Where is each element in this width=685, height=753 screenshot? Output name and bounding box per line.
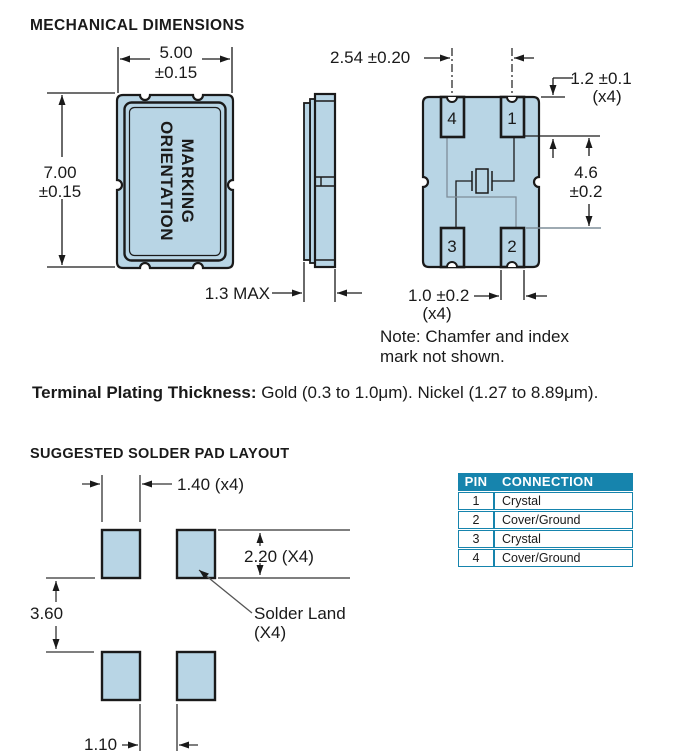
note-line2: mark not shown. bbox=[380, 347, 505, 366]
pad-3-number: 3 bbox=[447, 237, 457, 256]
pad-pitch-label: 2.54 ±0.20 bbox=[330, 48, 411, 67]
note-line1: Note: Chamfer and index bbox=[380, 327, 569, 346]
pin-cell: 4 bbox=[458, 549, 494, 567]
connection-column-header: CONNECTION bbox=[494, 473, 633, 491]
pad-width-qty-label: (x4) bbox=[422, 304, 452, 323]
side-view bbox=[304, 94, 335, 267]
side-thickness-label: 1.3 MAX bbox=[204, 284, 270, 303]
pad-1-number: 1 bbox=[507, 109, 517, 128]
land-bottom-right bbox=[177, 652, 215, 700]
solder-land-label-line1: Solder Land bbox=[254, 604, 346, 623]
land-top-left bbox=[102, 530, 140, 578]
land-vgap-label: 3.60 bbox=[30, 604, 64, 623]
pin-cell: 3 bbox=[458, 530, 494, 548]
table-header-row bbox=[458, 473, 633, 491]
inner-span-value-label: 4.6 bbox=[574, 163, 598, 182]
land-width-label: 1.40 (x4) bbox=[177, 475, 245, 494]
terminal-plating-label: Terminal Plating Thickness: bbox=[32, 383, 257, 402]
mechanical-dimensions-heading: MECHANICAL DIMENSIONS bbox=[30, 17, 245, 34]
front-width-value-label: 5.00 bbox=[159, 43, 193, 62]
connection-cell: Crystal bbox=[494, 492, 633, 510]
table-row bbox=[458, 530, 633, 548]
connection-cell: Crystal bbox=[494, 530, 633, 548]
solder-pad-layout bbox=[30, 475, 350, 753]
solder-land-leader bbox=[199, 570, 252, 613]
terminal-plating-text: Gold (0.3 to 1.0μm). Nickel (1.27 to 8.89μm). bbox=[256, 383, 599, 402]
connection-cell: Cover/Ground bbox=[494, 511, 633, 529]
front-height-tol-label: ±0.15 bbox=[38, 182, 82, 201]
pad-width-label: 1.0 ±0.2 bbox=[408, 286, 470, 305]
front-height-value-label: 7.00 bbox=[43, 163, 77, 182]
side-lid bbox=[304, 103, 310, 260]
table-row bbox=[458, 511, 633, 529]
land-hgap-label: 1.10 bbox=[84, 735, 118, 753]
pin-connection-table bbox=[458, 472, 633, 568]
solder-pad-layout-heading: SUGGESTED SOLDER PAD LAYOUT bbox=[30, 446, 290, 462]
front-width-tol-label: ±0.15 bbox=[154, 63, 198, 82]
bottom-view bbox=[423, 48, 539, 267]
table-row bbox=[458, 549, 633, 567]
marking-orientation-line1: MARKING bbox=[178, 138, 197, 224]
table-row bbox=[458, 492, 633, 510]
inner-span-tol-label: ±0.2 bbox=[569, 182, 603, 201]
pad-length-qty-label: (x4) bbox=[592, 87, 622, 106]
pad-2-number: 2 bbox=[507, 237, 517, 256]
land-top-right bbox=[177, 530, 215, 578]
pin-cell: 1 bbox=[458, 492, 494, 510]
side-body bbox=[315, 94, 335, 267]
connection-cell: Cover/Ground bbox=[494, 549, 633, 567]
front-view bbox=[117, 95, 233, 268]
pin-cell: 2 bbox=[458, 511, 494, 529]
pad-length-label: 1.2 ±0.1 bbox=[570, 69, 632, 88]
land-bottom-left bbox=[102, 652, 140, 700]
marking-orientation-line2: ORIENTATION bbox=[157, 120, 176, 242]
pad-4-number: 4 bbox=[447, 109, 457, 128]
land-height-label: 2.20 (X4) bbox=[244, 547, 314, 566]
terminal-plating-note bbox=[32, 383, 598, 403]
pin-column-header: PIN bbox=[458, 473, 494, 491]
solder-land-label-line2: (X4) bbox=[254, 623, 287, 642]
